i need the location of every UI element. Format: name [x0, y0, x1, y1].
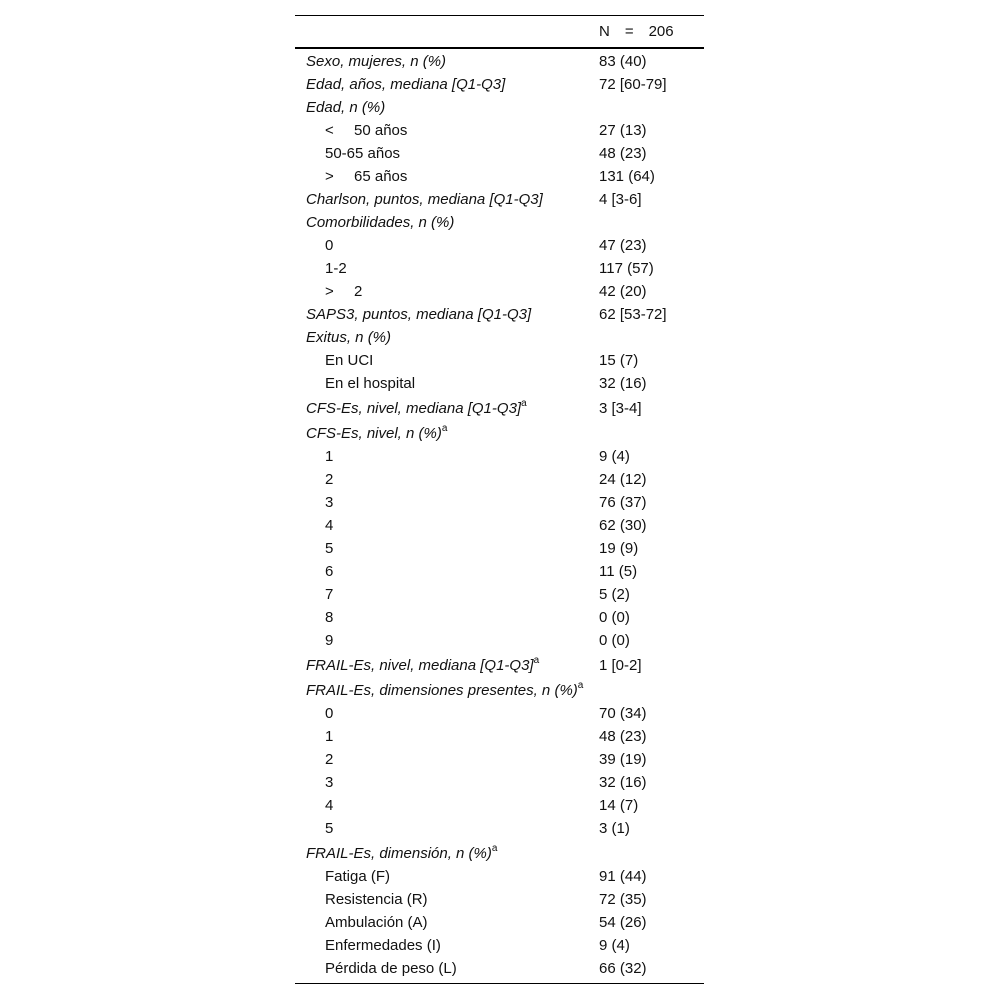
header-n-total: N = 206 — [599, 23, 674, 40]
category-label — [325, 165, 407, 188]
category-label — [325, 280, 362, 303]
row-value: 62 [53-72] — [599, 306, 667, 323]
variable-label — [306, 303, 531, 326]
variable-label — [306, 73, 505, 96]
variable-label — [306, 395, 527, 422]
table-row — [295, 280, 704, 303]
table-row — [295, 119, 704, 142]
row-label-text: Comorbilidades, n (%) — [306, 214, 455, 231]
row-label-text: 6 — [325, 563, 334, 580]
table-row — [295, 677, 704, 702]
variable-label — [306, 652, 539, 679]
row-value: 83 (40) — [599, 53, 647, 70]
row-value: 0 (0) — [599, 609, 630, 626]
row-label-text: 4 — [325, 517, 334, 534]
row-label-text: En el hospital — [325, 375, 416, 392]
row-label-text: CFS-Es, nivel, mediana [Q1-Q3] — [306, 400, 522, 417]
row-value: 72 [60-79] — [599, 76, 667, 93]
table-row — [295, 142, 704, 165]
category-label — [325, 934, 441, 957]
row-value: 15 (7) — [599, 352, 639, 369]
category-label — [325, 606, 333, 629]
table-row — [295, 560, 704, 583]
row-label-text: 3 — [325, 774, 334, 791]
row-label-text: Resistencia (R) — [325, 891, 428, 908]
row-value: 47 (23) — [599, 237, 647, 254]
row-value: 11 (5) — [599, 563, 638, 580]
footnote-marker: a — [577, 680, 584, 691]
table-row — [295, 349, 704, 372]
category-label — [325, 865, 390, 888]
row-value: 54 (26) — [599, 914, 647, 931]
table-row — [295, 491, 704, 514]
row-label-text: 2 — [325, 471, 334, 488]
row-label-text: 1 — [325, 728, 334, 745]
category-label — [325, 372, 415, 395]
table-row — [295, 73, 704, 96]
row-label-text: FRAIL-Es, dimensión, n (%) — [306, 845, 492, 862]
row-value: 24 (12) — [599, 471, 647, 488]
table-row — [295, 748, 704, 771]
variable-label — [306, 420, 447, 447]
table-row — [295, 702, 704, 725]
row-label-text: En UCI — [325, 352, 374, 369]
row-value: 9 (4) — [599, 448, 630, 465]
category-label — [325, 888, 428, 911]
category-label — [325, 794, 333, 817]
category-label — [325, 514, 333, 537]
table-row — [295, 211, 704, 234]
row-label-text: Fatiga (F) — [325, 868, 391, 885]
row-value: 1 [0-2] — [599, 657, 642, 674]
table-row — [295, 957, 704, 980]
row-label-text: 3 — [325, 494, 334, 511]
row-value: 76 (37) — [599, 494, 647, 511]
table-row — [295, 725, 704, 748]
table-row — [295, 188, 704, 211]
row-value: 0 (0) — [599, 632, 630, 649]
category-label — [325, 957, 457, 980]
row-value: 32 (16) — [599, 375, 647, 392]
category-label — [325, 817, 333, 840]
table-bottom-rule — [295, 983, 704, 984]
table-row — [295, 395, 704, 420]
row-value: 70 (34) — [599, 705, 647, 722]
category-label — [325, 911, 428, 934]
table-row — [295, 865, 704, 888]
category-label — [325, 560, 333, 583]
category-label — [325, 583, 333, 606]
category-label — [325, 468, 333, 491]
variable-label — [306, 188, 543, 211]
table-row — [295, 794, 704, 817]
footnote-marker: a — [491, 843, 498, 854]
variable-label — [306, 677, 583, 704]
table-row — [295, 583, 704, 606]
footnote-marker: a — [441, 423, 448, 434]
table-row — [295, 326, 704, 349]
table-row — [295, 514, 704, 537]
row-label-text: 1-2 — [325, 260, 347, 277]
row-value: 72 (35) — [599, 891, 647, 908]
row-label-text: 7 — [325, 586, 334, 603]
row-value: 117 (57) — [599, 260, 654, 277]
row-value: 3 (1) — [599, 820, 630, 837]
table-row — [295, 817, 704, 840]
row-value: 14 (7) — [599, 797, 639, 814]
row-value: 19 (9) — [599, 540, 639, 557]
row-label-text: 2 — [354, 283, 363, 300]
row-label-text: FRAIL-Es, dimensiones presentes, n (%) — [306, 682, 578, 699]
table-row — [295, 257, 704, 280]
comparison-symbol: > — [325, 168, 334, 185]
row-value: 66 (32) — [599, 960, 647, 977]
category-label — [325, 349, 373, 372]
row-label-text: 1 — [325, 448, 334, 465]
table-header-row — [295, 16, 704, 47]
row-label-text: SAPS3, puntos, mediana [Q1-Q3] — [306, 306, 532, 323]
row-value: 27 (13) — [599, 122, 647, 139]
table-row — [295, 934, 704, 957]
row-label-text: 8 — [325, 609, 334, 626]
row-value: 62 (30) — [599, 517, 647, 534]
variable-label — [306, 211, 454, 234]
row-value: 48 (23) — [599, 145, 647, 162]
table-row — [295, 234, 704, 257]
table-row — [295, 303, 704, 326]
table-row — [295, 468, 704, 491]
row-label-text: 4 — [325, 797, 334, 814]
row-value: 48 (23) — [599, 728, 647, 745]
table-row — [295, 420, 704, 445]
table-row — [295, 165, 704, 188]
table-row — [295, 911, 704, 934]
table-row — [295, 537, 704, 560]
row-label-text: Exitus, n (%) — [306, 329, 392, 346]
row-label-text: Ambulación (A) — [325, 914, 428, 931]
comparison-symbol: < — [325, 122, 334, 139]
row-label-text: 5 — [325, 820, 334, 837]
row-value: 42 (20) — [599, 283, 647, 300]
row-label-text: 50-65 años — [325, 145, 401, 162]
row-value: 4 [3-6] — [599, 191, 642, 208]
category-label — [325, 748, 333, 771]
footnote-marker: a — [533, 655, 540, 666]
row-value: 39 (19) — [599, 751, 647, 768]
characteristics-table — [295, 15, 704, 984]
table-row — [295, 840, 704, 865]
row-value: 91 (44) — [599, 868, 647, 885]
table-row — [295, 606, 704, 629]
row-label-text: Edad, años, mediana [Q1-Q3] — [306, 76, 506, 93]
row-label-text: 5 — [325, 540, 334, 557]
row-value: 32 (16) — [599, 774, 647, 791]
variable-label — [306, 50, 446, 73]
footnote-marker: a — [521, 398, 527, 409]
category-label — [325, 702, 333, 725]
table-row — [295, 652, 704, 677]
table-row — [295, 629, 704, 652]
table-row — [295, 50, 704, 73]
table-row — [295, 445, 704, 468]
variable-label — [306, 326, 391, 349]
row-value: 9 (4) — [599, 937, 630, 954]
row-label-text: 65 años — [354, 168, 408, 185]
category-label — [325, 234, 333, 257]
row-label-text: 0 — [325, 237, 334, 254]
row-label-text: 0 — [325, 705, 334, 722]
row-label-text: Edad, n (%) — [306, 99, 386, 116]
table-body — [295, 49, 704, 983]
row-label-text: Sexo, mujeres, n (%) — [306, 53, 447, 70]
row-value: 5 (2) — [599, 586, 630, 603]
category-label — [325, 119, 407, 142]
category-label — [325, 629, 333, 652]
table-row — [295, 372, 704, 395]
row-label-text: Enfermedades (I) — [325, 937, 441, 954]
category-label — [325, 445, 333, 468]
row-label-text: 9 — [325, 632, 334, 649]
table-row — [295, 888, 704, 911]
variable-label — [306, 840, 497, 867]
row-label-text: CFS-Es, nivel, n (%) — [306, 425, 442, 442]
category-label — [325, 725, 333, 748]
category-label — [325, 491, 333, 514]
row-label-text: Charlson, puntos, mediana [Q1-Q3] — [306, 191, 543, 208]
category-label — [325, 771, 333, 794]
row-value: 3 [3-4] — [599, 400, 642, 417]
category-label — [325, 142, 400, 165]
variable-label — [306, 96, 385, 119]
row-label-text: 2 — [325, 751, 334, 768]
row-value: 131 (64) — [599, 168, 655, 185]
row-label-text: 50 años — [354, 122, 408, 139]
category-label — [325, 537, 333, 560]
row-label-text: FRAIL-Es, nivel, mediana [Q1-Q3] — [306, 657, 534, 674]
category-label — [325, 257, 347, 280]
table-row — [295, 771, 704, 794]
comparison-symbol: > — [325, 283, 334, 300]
table-row — [295, 96, 704, 119]
row-label-text: Pérdida de peso (L) — [325, 960, 457, 977]
